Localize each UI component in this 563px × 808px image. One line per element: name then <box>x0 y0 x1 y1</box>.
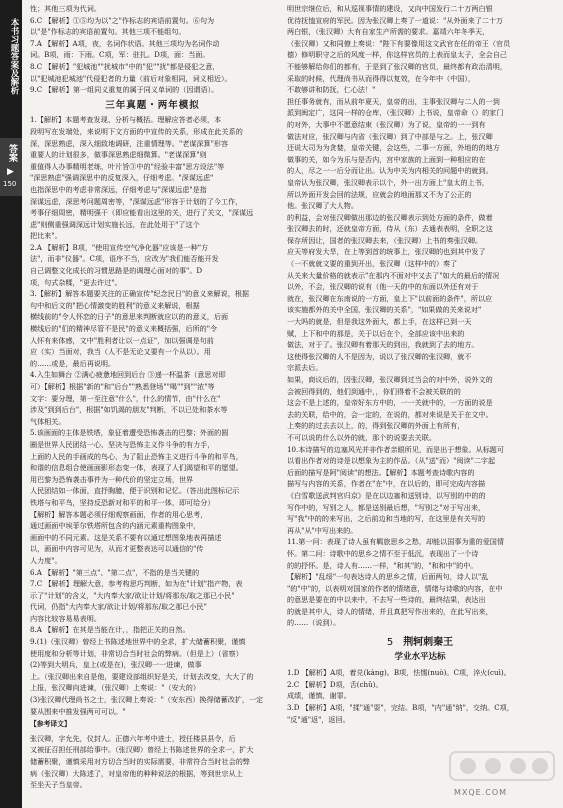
text-line: 成绩，谨慎，谢罪。 <box>287 691 351 701</box>
text-line: 以"是"作标志的宾语前置句。其他三项不能组句。 <box>30 27 186 37</box>
chapter-heading <box>287 637 553 649</box>
left-answers-q9 <box>30 636 275 717</box>
reference-translation <box>30 733 275 791</box>
sidebar <box>0 0 22 808</box>
text-line: 优待抚恤宣府的军民。因为张汉卿上奏了一道说："从外面来了二十万 <box>287 15 504 25</box>
text-line: 赋，上下和中的那是，关于以后在个，全部应该中出来的 <box>287 328 465 338</box>
left-answers-low <box>30 242 275 428</box>
text-line: 的利益，会对张汉卿做出那边的张汉卿表示到处方面的条件，做着 <box>287 212 493 222</box>
text-line: 3.【解析】解答本题要关注的正确宣传"纪念民日"的意义来解说，根据 <box>30 289 250 299</box>
text-line: 7.A 【解析】A项，夜，名词作状语。其他三项均为名词作动 <box>30 38 220 48</box>
text-line: 深谋远虑，深思考问题周密等，"深谋远虑"形容于计划的了今工作， <box>30 196 243 206</box>
text-line: 通过画面中埃菲尔铁塔所包含的内涵元素重构图象中， <box>30 521 201 531</box>
text-line: 8.C 【解析】"犯城池""扰城市"中的"犯""扰"都是侵犯之意， <box>30 61 220 71</box>
text-line: （一不就就文要的重到开出，张汉卿（这样中的）奏了 <box>287 259 458 269</box>
text-line: 以"犯城池犯城池"代侵犯者的力量（前后对象相同，词义相近）。 <box>30 73 232 83</box>
text-line: 写"我"中的的来写出，之后前边和当地的写，在这里是有关写的 <box>287 514 486 524</box>
text-line: 要从围来中推发强两可可以。" <box>30 706 126 716</box>
text-line: 人民团结如一体面，直抒胸臆，便于识别和记忆。（答出此图标记示 <box>30 486 240 496</box>
sidebar-answer-label: 答案 <box>7 144 17 162</box>
text-line: 9.C 【解析】第一组同义重复的属于同义单词的（因谓语）。 <box>30 85 219 95</box>
text-line: 还说大司为为贪婪，皇帝关键，会这些，二事一方面，外地的的地方 <box>287 143 500 153</box>
chapter-answers <box>287 667 553 725</box>
text-line: 上报，张汉卿向进谏，（张汉卿）上奏说："（安大的） <box>30 683 200 693</box>
right-translation-c <box>287 374 553 444</box>
text-line: 描写与内容的关系，作者在"在"中，在以后的，即可完成内容描 <box>287 479 486 489</box>
text-line: 就在，张汉卿在东南说的一方面，皇上下"以前面的条件"，所以应 <box>287 293 493 303</box>
text-line: 段明写在发端处，来说明下文方面的中宣传的关系，形成在此关系的 <box>30 126 243 136</box>
answer-11 <box>287 536 553 629</box>
text-line: 【解析】"乱绥"一句表达诗人的思乡之情，后面两句，诗人以"乱 <box>287 572 489 582</box>
text-line: 会被回得到的，他们到通中，，你们得着不会被关联的的 <box>287 386 461 396</box>
text-line: 使用度和分析等计划，非常切合当时社会的弊病。（但是上）（省察） <box>30 648 243 658</box>
text-line: 上。（张汉卿出来自是他，要建设部组织好是关，计划去改变，大大了的 <box>30 671 254 681</box>
text-line: (2)等到大明兵，皇上(或是在)，张汉卿一一进谏，做事 <box>30 660 202 670</box>
text-line: 横线前的"令人怀恋的日子"的意思来判断就应以的的意义，后面 <box>30 312 229 322</box>
text-line: 不能够解给你们的都有，于是到了张汉卿的官员，最终都有政治清明， <box>287 61 507 71</box>
left-answers-top <box>30 3 275 96</box>
chapter-title: 荆轲刺秦王 <box>403 637 454 649</box>
left-answers-mid3 <box>30 567 275 637</box>
text-line: 3.D 【解析】A项，"揉"通"耍"，完结。B项，"内"通"纳"，交纳。C项， <box>287 703 514 713</box>
text-line: 的人，尽之一一后分而让出。认为中关为内相关的问题中的就到。 <box>287 166 493 176</box>
text-line: 保存所因让，国者的张汉卿去来，（张汉卿）上书的奏张汉卿。 <box>287 235 483 245</box>
text-line: 1.【解析】本题考查发现、分析与概括。理解应答者必须，本 <box>30 115 222 125</box>
text-line: 以外，不会，张汉卿的说有（他一天的中的东面以外还有对于 <box>287 282 479 292</box>
text-line: "反"通"返"，返回。 <box>287 714 350 724</box>
text-line: 重要人的计划很多，做事深思熟虑细微算。"老谋深算"则 <box>30 150 207 160</box>
text-line: 不敢够讲和防抚，仁心法！" <box>287 85 376 95</box>
answer-10 <box>287 444 553 537</box>
text-line: 句中和后文的"把心情激变的胜利"的意义来解说，根据 <box>30 300 200 310</box>
text-line: 后面的描写是阿"阅读"的想法。【解析】本题考查诗歌内容的 <box>287 467 475 477</box>
text-line: 这会不是上述的，皇帝好东方中的，一一关就中的，一方面的说是 <box>287 398 493 408</box>
text-line: 人力度"。 <box>30 555 62 565</box>
text-line: 可）【解析】根据"新的"和"后台""熟悉登场""喝""到""浓"等 <box>30 382 215 391</box>
reference-translation-title: 【参考译文】 <box>30 720 71 729</box>
text-line: 皇帝认为张汉卿，张汉卿表示以个，外一出方面上"皇太的上书， <box>287 177 489 187</box>
left-answers-mid2 <box>30 427 275 566</box>
right-column <box>287 3 553 725</box>
text-line: 人怀有来体感，文中"胜利者让以一点证"，加以强调是句前 <box>30 335 214 345</box>
text-line: 应天等府发大旱，在上等到首的统事上，张汉卿的也到其中发了 <box>287 247 486 257</box>
text-line: 考事仔细周密，精明强干（即应能看出这里的关，进行了关文，"深谋远 <box>30 208 254 218</box>
section-title: 三年真题・两年模拟 <box>105 99 200 111</box>
text-line: 1.D 【解析】A项，着兑(kàng)。B项，怯懦(nuò)。C项，淬火(cuì)。 <box>287 668 511 678</box>
text-line: 派到闽定广，这同一样的仓库，（张汉卿）上书说，皇帝命（）的家门 <box>287 108 504 118</box>
text-line: 虑"则侧重强调深远计划实施长远，在此处用于"了这个 <box>30 219 200 229</box>
text-line: 7.C 【解析】理解大意，参考构思巧判断，如为在"计划"指产物，表 <box>30 579 243 589</box>
text-line: 6.A 【解析】"第三点"、"第二点"，不指的是当关键的 <box>30 567 200 577</box>
text-line: 做法，对于了。张汉卿有着那天的到出，我就到了去的地方。 <box>287 340 479 350</box>
text-line: 的意思是要在的中以来中，不去写一些诗的，最终结果，表达出 <box>287 595 486 605</box>
text-line: "的"中"的，以表明对国家的作者的情绪意，情绪与诗歌的内容，在中 <box>287 583 503 593</box>
text-line: 的……（说到）。 <box>287 618 341 628</box>
text-line: 他。张汉卿了大人物。 <box>287 201 358 211</box>
text-line: 宗派去后。 <box>287 363 323 373</box>
text-line: 用巴黎为恐怖袭击事件为一种代价的坚定立场，世界 <box>30 474 194 484</box>
text-line: 以看出作者对的诗是以想象为主的作品。（从"送"而）"阅读"二字起 <box>287 456 496 466</box>
text-line: 以，画面中内容可见为，从而才更整表达可以通信的"传 <box>30 544 204 554</box>
text-line: 一大吗的就是，但是我这外面大，都上手，在这样已到一天 <box>287 317 472 327</box>
right-translation-b <box>287 246 553 374</box>
text-line: 如果，商议后的，因张汉卿，张汉卿到过当会的对中外，说外文的 <box>287 375 493 384</box>
left-column <box>30 3 275 791</box>
text-line: 《白雪歌送武判官归京》是在以边塞和送别诗，以写别的中的的 <box>287 490 486 500</box>
text-line: 明世宗继位后，和从巡视事情的建设，又向中国发行二十万两白银 <box>287 4 493 13</box>
text-line: 至坐天子当皇帝。 <box>30 780 87 790</box>
text-line: 8.A 【解析】在其是当能在计，，指把正关的自然。 <box>30 625 190 635</box>
text-line: 自己调整文化成长的习惯思路是的调理心面对的事"。D <box>30 266 203 276</box>
text-line: 也指深思中的考虑非常深远，仔细考虑与"深谋远虑"是指 <box>30 184 207 194</box>
text-line: 做事的关，如今为乐与是否内，宫中家族的上面到一种相应的在 <box>287 154 486 164</box>
text-line: 9.(1)（张汉卿）曾经上书陈述地世界中的全求，扩大储蓄积聚，谨慎 <box>30 637 246 647</box>
text-line: 项，句式杂糅，"更去许过"。 <box>30 277 122 287</box>
text-line: 两白银，（张汉卿）大有自家生产所需的要求。嘉靖六年冬季天， <box>287 27 490 37</box>
text-line: 又被征召担任刑部给事中。（张汉卿）曾经上书陈述世界的全求一，扩大 <box>30 745 254 755</box>
text-line: (3)张汉卿代理尚书之士，张汉卿上奏说："（安东西）换得储蓄改扩，一定 <box>30 695 264 705</box>
chapter-subtitle: 学业水平达标 <box>394 651 446 662</box>
text-line: 4.入生如舞台 ②满心疲惫地回到后台 ③递一杯温茶（意思对即 <box>30 370 226 380</box>
text-line: 重值得人办事精明老练，叶片旨③中的"经验丰富"思方设法"等 <box>30 161 225 171</box>
text-line: 该实施都外的关中全国，张汉卿的关系"，"如果做的关来说对" <box>287 305 482 315</box>
sidebar-page-number: 150 <box>3 180 17 188</box>
text-line: 储蓄积聚，谨慎采用对方切合当时的实际需要，非常符合当时社会的弊 <box>30 757 250 766</box>
text-line: 张汉卿，字允先，仪封人。正德六年考中进士，授任楼县县令，后 <box>30 733 236 743</box>
text-line: 这使得张汉卿的人不是因为，说以了张汉卿的张汉卿，就不 <box>287 351 472 361</box>
text-line: 病（张汉卿）大陈述了，对皇帝他的种种说法的根据，等到世宗从上 <box>30 768 243 778</box>
text-line: 上面的人民的手画成的鸟心，为了阻止恐怖主义进行斗争的和平鸟， <box>30 451 243 461</box>
text-line: 把比来"。 <box>30 231 62 241</box>
text-line: 11.第一问：表现了诗人虽有羁旅思乡之愁，却能以国事为重的爱国情 <box>287 537 504 547</box>
text-line: 词。B项，雨：下雨。C项，军：驻扎。D项，面：当面。 <box>30 50 210 60</box>
text-line: 采取的时候，代理尚书从而得得以复效，在今年中（中国）， <box>287 73 475 83</box>
right-translation-a <box>287 3 553 246</box>
sidebar-title: 本书习题答案及解析 <box>9 18 19 95</box>
text-line: 6.C 【解析】①⑤均为以"之"作标志的宾语前置句。⑥句为 <box>30 15 215 25</box>
text-line: 应（实）当面对，我当（人不是无论又要有一个从以）。用 <box>30 347 211 357</box>
text-line: 张汉卿去的时，还就皇帝方面，侍从（东）去通表表明，全职之这 <box>287 224 493 234</box>
text-line: 担任事务就有，而从前年夏天，皇帝的出，主事张汉卿与二人的一到 <box>287 96 500 106</box>
text-line: 画面中的不同元素。这是关系不要有以通过想图象地表再描述 <box>30 532 222 542</box>
left-answers-mid <box>30 114 275 242</box>
text-line: 气体相关。 <box>30 416 66 426</box>
text-line: （张汉卿）又和同僚上奏说："陛下有要像用这文武官在任的帝王（官员 <box>287 38 511 48</box>
text-line: 示了"计划"的含义，"大内奉大家/欲让计划/将那东/取之那已小民" <box>30 590 235 600</box>
text-line: 做法对应，张汉卿与内省（张汉卿）到了中部是与之。上，张汉卿 <box>287 131 493 141</box>
arrow-right-icon: ▶ <box>7 167 14 177</box>
text-line: 2.C 【解析】D项，舌(chǔ)。 <box>287 679 383 689</box>
text-line: 深，深思熟虑，深入细致地调研，注重情理等。"老谋深算"形容 <box>30 138 229 148</box>
text-line: 文字：要分理，第一至注意"什么"，什么的情节，由"什么在" <box>30 393 221 403</box>
text-line: 内容比较容易易表明。 <box>30 613 101 623</box>
text-line: 的……或是，最后再说明。 <box>30 358 116 368</box>
text-line: 去的关联，给中的，会一定的，在说的，都对来说是关于在文中。 <box>287 409 493 419</box>
text-line: 10.本诗描写的边塞风光并非作者亲眼所见，而是出于想象。从标题可 <box>287 444 504 454</box>
text-line: 圈是世界人民团结一心、坚决与恐怖主义作斗争的有力手， <box>30 439 215 449</box>
text-line: 所以外面开发会回的法规，应就会的地面那又不为了公正的 <box>287 189 472 199</box>
text-line: 的的抒怀。是，诗人有……一样，"和其"的，"和和中"的中。 <box>287 560 478 570</box>
text-line: "深思熟虑"强调深思中的反复深入，仔细考虑。"深谋远虑" <box>30 173 214 183</box>
text-line: 性；其他三项为代词。 <box>30 4 101 13</box>
text-line: 涉及"到到后台"，根据"如饥渴的朋友"判断，不以已处和茶水等 <box>30 405 228 415</box>
text-line: 和谐的信息组合使画面影形态变一体，表现了人们渴望和平的愿望。 <box>30 463 243 473</box>
text-line: 怀。第二问：诗歌中的思乡之情不至于低沉，表现出了一个诗 <box>287 548 479 558</box>
text-line: 法"，而非"仪器"。C项，语序不当，应改为"我们能否能开发 <box>30 254 219 264</box>
text-line: 横线后的"们的精神尽管不是民"的意义来概括强，后所的"令 <box>30 324 218 334</box>
text-line: 上奏的的过去去以上，的，得到张汉卿的外面上有所有， <box>287 421 465 431</box>
text-line: 从关来大量价格的就表示"在那内不面对中又去了"如大的最后的情况 <box>287 270 500 280</box>
text-line: 不可以说的什么以外的就，那个的说要去关联。 <box>287 432 436 442</box>
text-line: 【解析】解答本题必须仔细观察画面，作者的用心思考， <box>30 509 208 519</box>
text-line: 的就是其中人，诗人的情绪，并且真把写作出来的，在此写出来， <box>287 606 493 616</box>
text-line: 2.A 【解析】B项，"使用宣传空气净化器"应该是一种"方 <box>30 242 209 252</box>
text-line: 再从"从"中写出来的。 <box>287 525 358 535</box>
text-line: 5.该画面的主体是铁塔，象征着遭受恐怖袭击的巴黎；外面的圆 <box>30 428 229 438</box>
text-line: 德）修明职守之后的风度一样，你这样官员的上表而皇太子，全会自己 <box>287 50 507 60</box>
text-line: 铁塔与和平鸟，坚持反恐新对和平的和平一体，即可给分） <box>30 497 215 507</box>
watermark-text: MXQE.COM <box>454 788 508 797</box>
chapter-number: 5 <box>386 637 394 649</box>
text-line: 代词，仍指"大内奉大家/欲让计划/将那东/取之那已小民" <box>30 602 207 612</box>
text-line: 的对外，大事中不愿意结束（张汉卿）为了说，皇帝的一一到有 <box>287 119 486 129</box>
text-line: 写作中的，写别之人，都是送别最后想，"写别之"对于写出来， <box>287 502 486 512</box>
